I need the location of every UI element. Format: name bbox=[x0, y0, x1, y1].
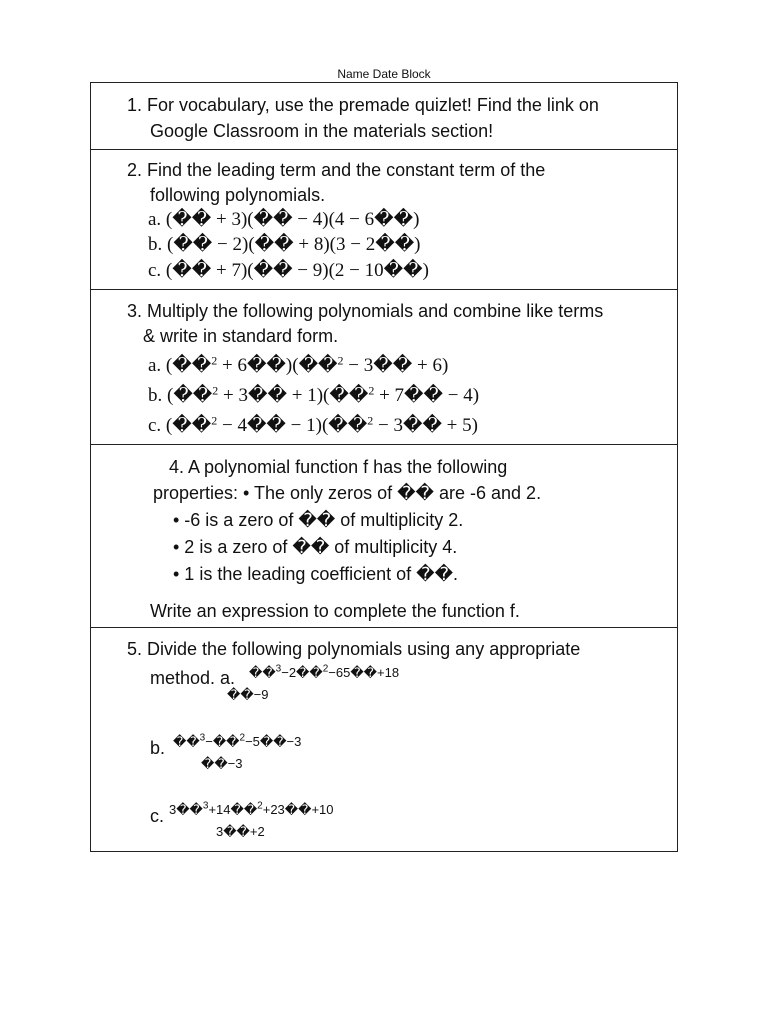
q3-b-exponent-1: 2 bbox=[212, 383, 219, 398]
q5-c-label: c. bbox=[150, 806, 165, 826]
q2-line-2: following polynomials. bbox=[150, 185, 326, 205]
q3-line-2: & write in standard form. bbox=[143, 326, 339, 346]
q2-item-a: a. (�� + 3)(�� − 4)(4 − 6��) bbox=[148, 209, 420, 230]
q3-b-part-3: + 7�� − 4) bbox=[374, 385, 480, 406]
q3-c-part-2: − 4�� − 1)(�� bbox=[217, 415, 368, 436]
q3-c-part-3: − 3�� + 5) bbox=[373, 415, 478, 436]
q3-item-b bbox=[148, 385, 479, 407]
q2-item-c: c. (�� + 7)(�� − 9)(2 − 10��) bbox=[148, 260, 429, 281]
q5-c-num-exponent-1: 3 bbox=[202, 800, 209, 812]
q5-a-num-part-2: −2�� bbox=[281, 665, 323, 680]
q5-b-numerator bbox=[173, 734, 301, 750]
q5-a-num-exponent-1: 3 bbox=[275, 663, 282, 675]
q5-a-num-part-3: −65��+18 bbox=[328, 665, 400, 680]
q4-bullet-3: • 1 is the leading coefficient of ��. bbox=[173, 564, 459, 584]
q3-item-c bbox=[148, 415, 478, 437]
q5-b-label: b. bbox=[150, 738, 166, 758]
q3-c-exponent-1: 2 bbox=[211, 413, 218, 428]
q5-a-num-exponent-2: 2 bbox=[322, 663, 329, 675]
q5-b-num-part-1: �� bbox=[173, 734, 200, 749]
q5-b-num-part-2: −�� bbox=[205, 734, 240, 749]
worksheet-table bbox=[90, 82, 678, 852]
q5-b-denominator: ��−3 bbox=[201, 756, 243, 771]
question-2-cell bbox=[91, 149, 677, 289]
q5-c-num-exponent-2: 2 bbox=[257, 800, 263, 812]
q5-c-numerator bbox=[169, 802, 334, 818]
q1-line-1: 1. For vocabulary, use the premade quizlet! Find the link on bbox=[127, 95, 599, 115]
q5-c-num-part-1: 3�� bbox=[169, 802, 203, 817]
q2-item-b: b. (�� − 2)(�� + 8)(3 − 2��) bbox=[148, 234, 421, 255]
q4-line-1: 4. A polynomial function f has the following bbox=[169, 457, 508, 477]
q3-a-part-1: a. (�� bbox=[148, 355, 212, 376]
question-5-cell bbox=[91, 627, 677, 852]
q3-item-a bbox=[148, 355, 448, 377]
q3-c-part-1: c. (�� bbox=[148, 415, 212, 436]
q5-method-label: method. a. bbox=[150, 668, 236, 688]
q3-b-part-1: b. (�� bbox=[148, 385, 213, 406]
q2-line-1: 2. Find the leading term and the constant term of the bbox=[127, 160, 546, 180]
q5-c-num-part-3: +23��+10 bbox=[262, 802, 334, 817]
question-1-cell bbox=[91, 82, 677, 149]
q4-line-3: Write an expression to complete the function f. bbox=[150, 601, 520, 621]
question-4-cell bbox=[91, 444, 677, 627]
q3-c-exponent-2: 2 bbox=[367, 413, 374, 428]
q3-b-exponent-2: 2 bbox=[368, 383, 375, 398]
q4-line-2: properties: • The only zeros of �� are -6 and 2. bbox=[153, 483, 542, 503]
q5-a-num-part-1: �� bbox=[249, 665, 276, 680]
q5-b-num-part-3: −5��−3 bbox=[245, 734, 302, 749]
q3-a-part-2: + 6��)(�� bbox=[217, 355, 338, 376]
q5-c-denominator: 3��+2 bbox=[216, 824, 265, 839]
q3-b-part-2: + 3�� + 1)(�� bbox=[218, 385, 369, 406]
q5-b-num-exponent-2: 2 bbox=[239, 732, 246, 744]
question-3-cell bbox=[91, 289, 677, 444]
q5-a-numerator bbox=[249, 665, 399, 681]
q5-b-num-exponent-1: 3 bbox=[199, 732, 206, 744]
q5-line-1: 5. Divide the following polynomials using any appropriate bbox=[127, 639, 581, 659]
q3-a-exponent-2: 2 bbox=[337, 353, 344, 368]
q3-line-1: 3. Multiply the following polynomials and combine like terms bbox=[127, 301, 604, 321]
q4-bullet-1: • -6 is a zero of �� of multiplicity 2. bbox=[173, 510, 464, 530]
q3-a-part-3: − 3�� + 6) bbox=[343, 355, 449, 376]
q3-a-exponent-1: 2 bbox=[211, 353, 218, 368]
q4-bullet-2: • 2 is a zero of �� of multiplicity 4. bbox=[173, 537, 458, 557]
q5-c-num-part-2: +14�� bbox=[208, 802, 258, 817]
header-name-date-block: Name Date Block bbox=[337, 67, 431, 81]
q1-line-2: Google Classroom in the materials section! bbox=[150, 121, 494, 141]
q5-a-denominator: ��−9 bbox=[227, 687, 269, 702]
